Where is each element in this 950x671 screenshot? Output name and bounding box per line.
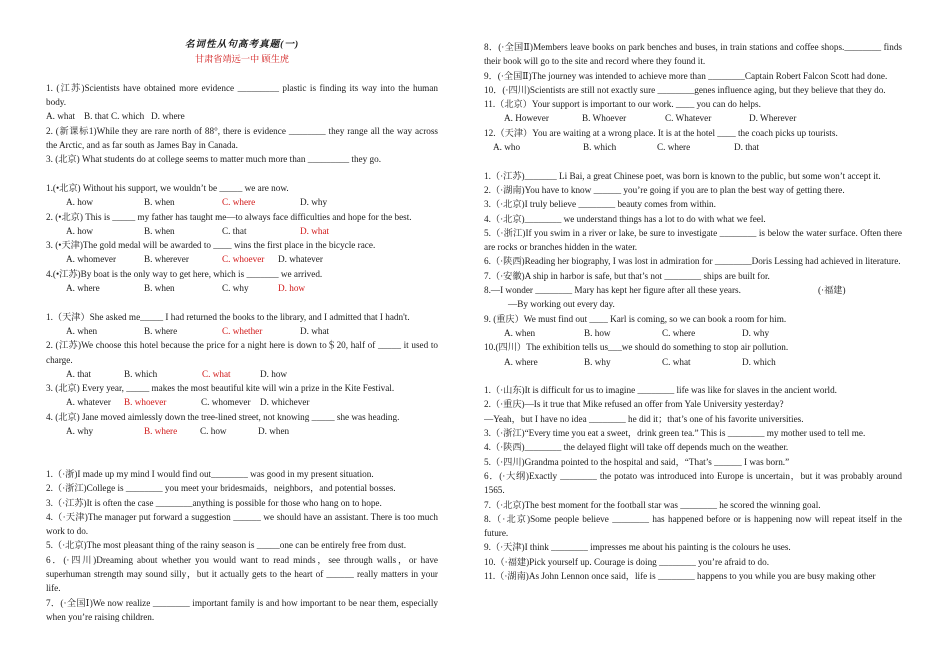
- question-text: 3. (北京) What students do at college seems to matter much more than _________ they go.: [46, 154, 382, 165]
- question-text: 4.（·陕西)________ the delayed flight will take off depends much on the weather.: [484, 442, 789, 453]
- options-row: [46, 224, 438, 238]
- options-row: [484, 355, 902, 369]
- option: A. what: [46, 111, 76, 122]
- question-text: 9.（·天津)I think ________ impresses me about his painting is the colours he uses.: [484, 542, 791, 553]
- question-text: 7．(·全国Ⅰ)We now realize ________ important family is and how important to be near them, especially when you’re raising children.: [46, 597, 438, 622]
- option: B. wherever: [144, 254, 189, 265]
- option: A. where: [504, 356, 538, 367]
- option: D. when: [258, 426, 290, 437]
- question-text: 3.（·北京)I truly believe ________ beauty comes from within.: [484, 199, 716, 210]
- question-text: 6.（·陕西)Reading her biography, I was lost in admiration for ________Doris Lessing had achieved in literature.: [484, 256, 901, 267]
- question-text: 8.—I wonder ________ Mary has kept her figure after all these years.: [484, 285, 741, 296]
- options-row: [484, 140, 902, 154]
- question-text: 11.（北京）Your support is important to our work. ____ you can do helps.: [484, 99, 761, 110]
- question-text: 9．(·全国Ⅱ)The journey was intended to achieve more than ________Captain Robert Falcon Scott had done.: [484, 70, 888, 81]
- question-text: 2.（·湖南)You have to know ______ you’re going if you are to plan the best way of getting there.: [484, 184, 845, 195]
- option-answer: C. what: [202, 368, 231, 379]
- option: C. why: [222, 283, 249, 294]
- option: C. Whatever: [665, 113, 712, 124]
- question-text: 1.（·山东)It is difficult for us to imagine ________ life was like for slaves in the ancient world.: [484, 385, 837, 396]
- question-text: 1.（天津）She asked me_____ I had returned the books to the library, and I admitted that I hadn't.: [46, 311, 410, 322]
- option-answer: D. how: [278, 283, 306, 294]
- options-row: [46, 324, 438, 338]
- options-row: [46, 252, 438, 266]
- option: B. when: [144, 197, 175, 208]
- option: B. why: [584, 356, 611, 367]
- option-answer: C. where: [222, 197, 256, 208]
- question-text: 6．(·大纲)Exactly ________ the potato was introduced into Europe is uncertain，but it was probably around 1565.: [484, 470, 902, 496]
- question-text: 5.（·四川)Grandma pointed to the hospital and said，“That’s ______ I was born.”: [484, 456, 790, 467]
- option: A. whomever: [66, 254, 117, 265]
- option: A. when: [504, 327, 536, 338]
- question-text: 3.（·浙江)“Every time you eat a sweet，drink green tea.” This is ________ my mother used to tell me.: [484, 428, 866, 439]
- question-text: 8.（·北京)Some people believe ________ has happened before or is happening now will repeat itself in the future.: [484, 513, 902, 539]
- option: B. when: [144, 225, 175, 236]
- question-text: 1. (江苏)Scientists have obtained more evidence _________ plastic is finding its way into the human body.: [46, 82, 438, 108]
- options-row: [46, 424, 438, 438]
- question-text: 4.（·北京)________ we understand things has a lot to do with what we feel.: [484, 213, 766, 224]
- question-text: 7.（·北京)The best moment for the football star was ________ he scored the winning goal.: [484, 499, 821, 510]
- option-answer: D. what: [300, 225, 330, 236]
- options-row: [46, 367, 438, 381]
- option: B. which: [124, 368, 158, 379]
- question-text: 4. (北京) Jane moved aimlessly down the tree-lined street, not knowing _____ she was heading.: [46, 411, 400, 422]
- option-answer: C. whether: [222, 325, 263, 336]
- question-text: 2. (江苏)We choose this hotel because the price for a night here is down to＄20, half of _____ it used to charge.: [46, 340, 438, 365]
- option: C. where: [662, 327, 696, 338]
- option-answer: B. whoever: [124, 397, 167, 408]
- option: D. why: [742, 327, 770, 338]
- question-text: 5.（·北京)The most pleasant thing of the rainy season is _____one can be entirely free from dust.: [46, 540, 407, 551]
- question-row: [484, 283, 902, 297]
- question-text: 3. (•天津)The gold medal will be awarded to ____ wins the first place in the bicycle race.: [46, 240, 376, 251]
- question-text: 9. (重庆）We must find out ____ Karl is coming, so we can book a room for him.: [484, 313, 787, 324]
- options-row: [46, 109, 438, 123]
- option: C. how: [200, 426, 227, 437]
- question-text: 10.(四川）The exhibition tells us___we should do something to stop air pollution.: [484, 342, 789, 353]
- option: B. which: [583, 142, 617, 153]
- question-text: 1.(•北京) Without his support, we wouldn’t be _____ we are now.: [46, 182, 289, 193]
- option: D. why: [300, 197, 328, 208]
- option: A. that: [66, 368, 92, 379]
- question-text: 4.(•江苏)By boat is the only way to get here, which is _______ we arrived.: [46, 268, 323, 279]
- option: D. which: [742, 356, 776, 367]
- options-row: [484, 111, 902, 125]
- option: B. how: [584, 327, 611, 338]
- question-text: 8．(·全国Ⅱ)Members leave books on park benches and buses, in train stations and coffee shops.________ finds their book will go to the site and record where they found it.: [484, 42, 902, 67]
- option: C. which: [111, 111, 145, 122]
- question-text: 7.（·安徽)A ship in harbor is safe, but that’s not ________ ships are built for.: [484, 270, 770, 281]
- question-text: 10.（·福建)Pick yourself up. Courage is doing ________ you’re afraid to do.: [484, 556, 770, 567]
- question-text: 5.（·浙江)If you swim in a river or lake, be sure to investigate ________ is below the water surface. Often there are rocks or branches hidden in the water.: [484, 227, 902, 253]
- option: A. how: [66, 197, 94, 208]
- author-line: 甘肃省靖远一中 顾生虎: [194, 54, 290, 65]
- option: A. However: [504, 113, 549, 124]
- option: B. when: [144, 283, 175, 294]
- options-row: [484, 326, 902, 340]
- question-source: (·福建): [818, 285, 846, 296]
- question-text: 6．(·四川)Dreaming about whether you would want to read minds，see through walls，or have superhuman strength may sound silly，but it actually gets to the heart of ______ really matters in your life.: [46, 554, 438, 594]
- option: C. where: [657, 142, 691, 153]
- question-text: 2. (•北京) This is _____ my father has taught me—to always face difficulties and hope for the best.: [46, 211, 412, 222]
- page-title: 名词性从句高考真题(一): [184, 39, 300, 50]
- option-answer: B. where: [144, 426, 178, 437]
- question-text: 1.（·江苏)_______ Li Bai, a great Chinese poet, was born is known to the public, but some won’t accept it.: [484, 170, 881, 181]
- options-row: [46, 195, 438, 209]
- options-row: [46, 395, 438, 409]
- option: D. how: [260, 368, 288, 379]
- question-text: 4.（·天津)The manager put forward a suggestion ______ we should have an assistant. There is too much work to do.: [46, 511, 438, 537]
- question-text: 1.（·浙)I made up my mind I would find out________ was good in my present situation.: [46, 468, 374, 479]
- option: C. what: [662, 356, 691, 367]
- question-text: 2. (新课标1)While they are rare north of 88°, there is evidence ________ they range all the way across the Arctic, and as far south as James Bay in Canada.: [46, 125, 438, 151]
- option: D. where: [151, 111, 185, 122]
- option-answer: C. whoever: [222, 254, 265, 265]
- option: A. who: [493, 142, 521, 153]
- option: C. that: [222, 225, 247, 236]
- question-text: 12.（天津）You are waiting at a wrong place. It is at the hotel ____ the coach picks up tourists.: [484, 127, 838, 138]
- options-row: [46, 281, 438, 295]
- left-column: [46, 38, 438, 624]
- option: A. whatever: [66, 397, 111, 408]
- option: D. whatever: [278, 254, 323, 265]
- question-text: 3.（·江苏)It is often the case ________anything is possible for those who hang on to hope.: [46, 497, 382, 508]
- question-text: 11.（·湖南)As John Lennon once said，life is ________ happens to you while you are busy making other: [484, 570, 876, 581]
- option: D. what: [300, 325, 330, 336]
- right-column: [484, 40, 902, 583]
- answer-line: —By working out every day.: [508, 299, 615, 310]
- option: D. Wherever: [749, 113, 797, 124]
- question-text: 2.（·重庆)—Is it true that Mike refused an offer from Yale University yesterday?: [484, 399, 784, 410]
- option: B. Whoever: [582, 113, 627, 124]
- option: A. where: [66, 283, 100, 294]
- option: A. when: [66, 325, 98, 336]
- option: D. that: [734, 142, 760, 153]
- answer-line: —Yeah，but I have no idea ________ he did it；that’s one of his favorite universities.: [484, 413, 804, 424]
- option: C. whomever: [201, 397, 251, 408]
- option: B. where: [144, 325, 178, 336]
- question-text: 3. (北京) Every year, _____ makes the most beautiful kite will win a prize in the Kite Festival.: [46, 383, 395, 394]
- option: A. why: [66, 426, 94, 437]
- question-text: 2.（·浙江)College is ________ you meet your bridesmaids，neighbors，and potential bosses.: [46, 483, 396, 494]
- question-text: 10．(·四川)Scientists are still not exactly sure ________genes influence aging, but they believe that they do.: [484, 84, 886, 95]
- option: D. whichever: [260, 397, 310, 408]
- option: A. how: [66, 225, 94, 236]
- option: B. that: [84, 111, 109, 122]
